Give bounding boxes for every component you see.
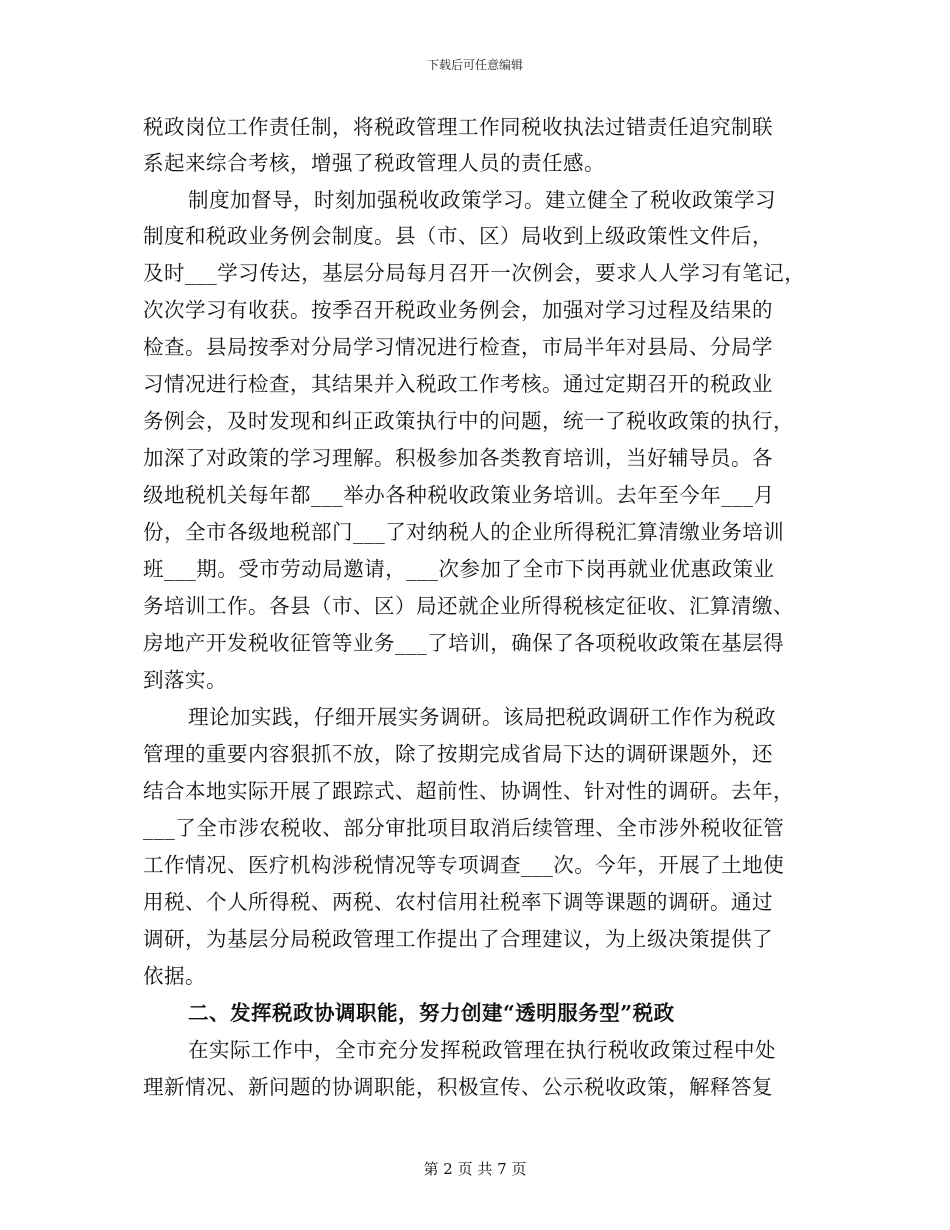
text-line: 理论加实践，仔细开展实务调研。该局把税政调研工作作为税政 [188, 705, 776, 729]
text-line: 班___期。受市劳动局邀请，___次参加了全市下岗再就业优惠政策业 [143, 557, 775, 581]
text-line: 级地税机关每年都___举办各种税收政策业务培训。去年至今年___月 [143, 483, 775, 507]
text-line: 调研，为基层分局税政管理工作提出了合理建议，为上级决策提供了 [143, 927, 773, 951]
text-line: 系起来综合考核，增强了税政管理人员的责任感。 [143, 151, 605, 175]
section-heading: 二、发挥税政协调职能，努力创建“透明服务型”税政 [188, 1001, 675, 1025]
text-line: 工作情况、医疗机构涉税情况等专项调查___次。今年，开展了土地使 [143, 853, 785, 877]
text-line: 检查。县局按季对分局学习情况进行检查，市局半年对县局、分局学 [143, 335, 773, 359]
text-line: 制度加督导，时刻加强税收政策学习。建立健全了税收政策学习 [188, 188, 776, 212]
text-line: 及时___学习传达，基层分局每月召开一次例会，要求人人学习有笔记， [143, 261, 806, 285]
text-line: 次次学习有收获。按季召开税政业务例会，加强对学习过程及结果的 [143, 298, 773, 322]
page-footer: 第 2 页 共 7 页 [423, 1160, 527, 1178]
page-header: 下载后可任意编辑 [426, 58, 523, 72]
text-line: 理新情况、新问题的协调职能，积极宣传、公示税收政策，解释答复 [143, 1075, 773, 1099]
text-line: 制度和税政业务例会制度。县（市、区）局收到上级政策性文件后， [143, 224, 773, 248]
text-line: 结合本地实际开展了跟踪式、超前性、协调性、针对性的调研。去年， [143, 779, 794, 803]
text-line: ___了全市涉农税收、部分审批项目取消后续管理、全市涉外税收征管 [143, 816, 785, 840]
text-line: 务例会，及时发现和纠正政策执行中的问题，统一了税收政策的执行， [143, 409, 794, 433]
text-line: 务培训工作。各县（市、区）局还就企业所得税核定征收、汇算清缴、 [143, 594, 794, 618]
text-line: 税政岗位工作责任制，将税政管理工作同税收执法过错责任追究制联 [143, 115, 773, 139]
text-line: 到落实。 [143, 668, 227, 692]
text-line: 加深了对政策的学习理解。积极参加各类教育培训，当好辅导员。各 [143, 446, 773, 470]
text-line: 用税、个人所得税、两税、农村信用社税率下调等课题的调研。通过 [143, 890, 773, 914]
text-line: 房地产开发税收征管等业务___了培训，确保了各项税收政策在基层得 [143, 631, 785, 655]
text-line: 管理的重要内容狠抓不放，除了按期完成省局下达的调研课题外，还 [143, 742, 773, 766]
text-line: 依据。 [143, 964, 206, 988]
text-line: 习情况进行检查，其结果并入税政工作考核。通过定期召开的税政业 [143, 372, 773, 396]
text-line: 份，全市各级地税部门___了对纳税人的企业所得税汇算清缴业务培训 [143, 520, 785, 544]
text-line: 在实际工作中，全市充分发挥税政管理在执行税收政策过程中处 [188, 1038, 776, 1062]
